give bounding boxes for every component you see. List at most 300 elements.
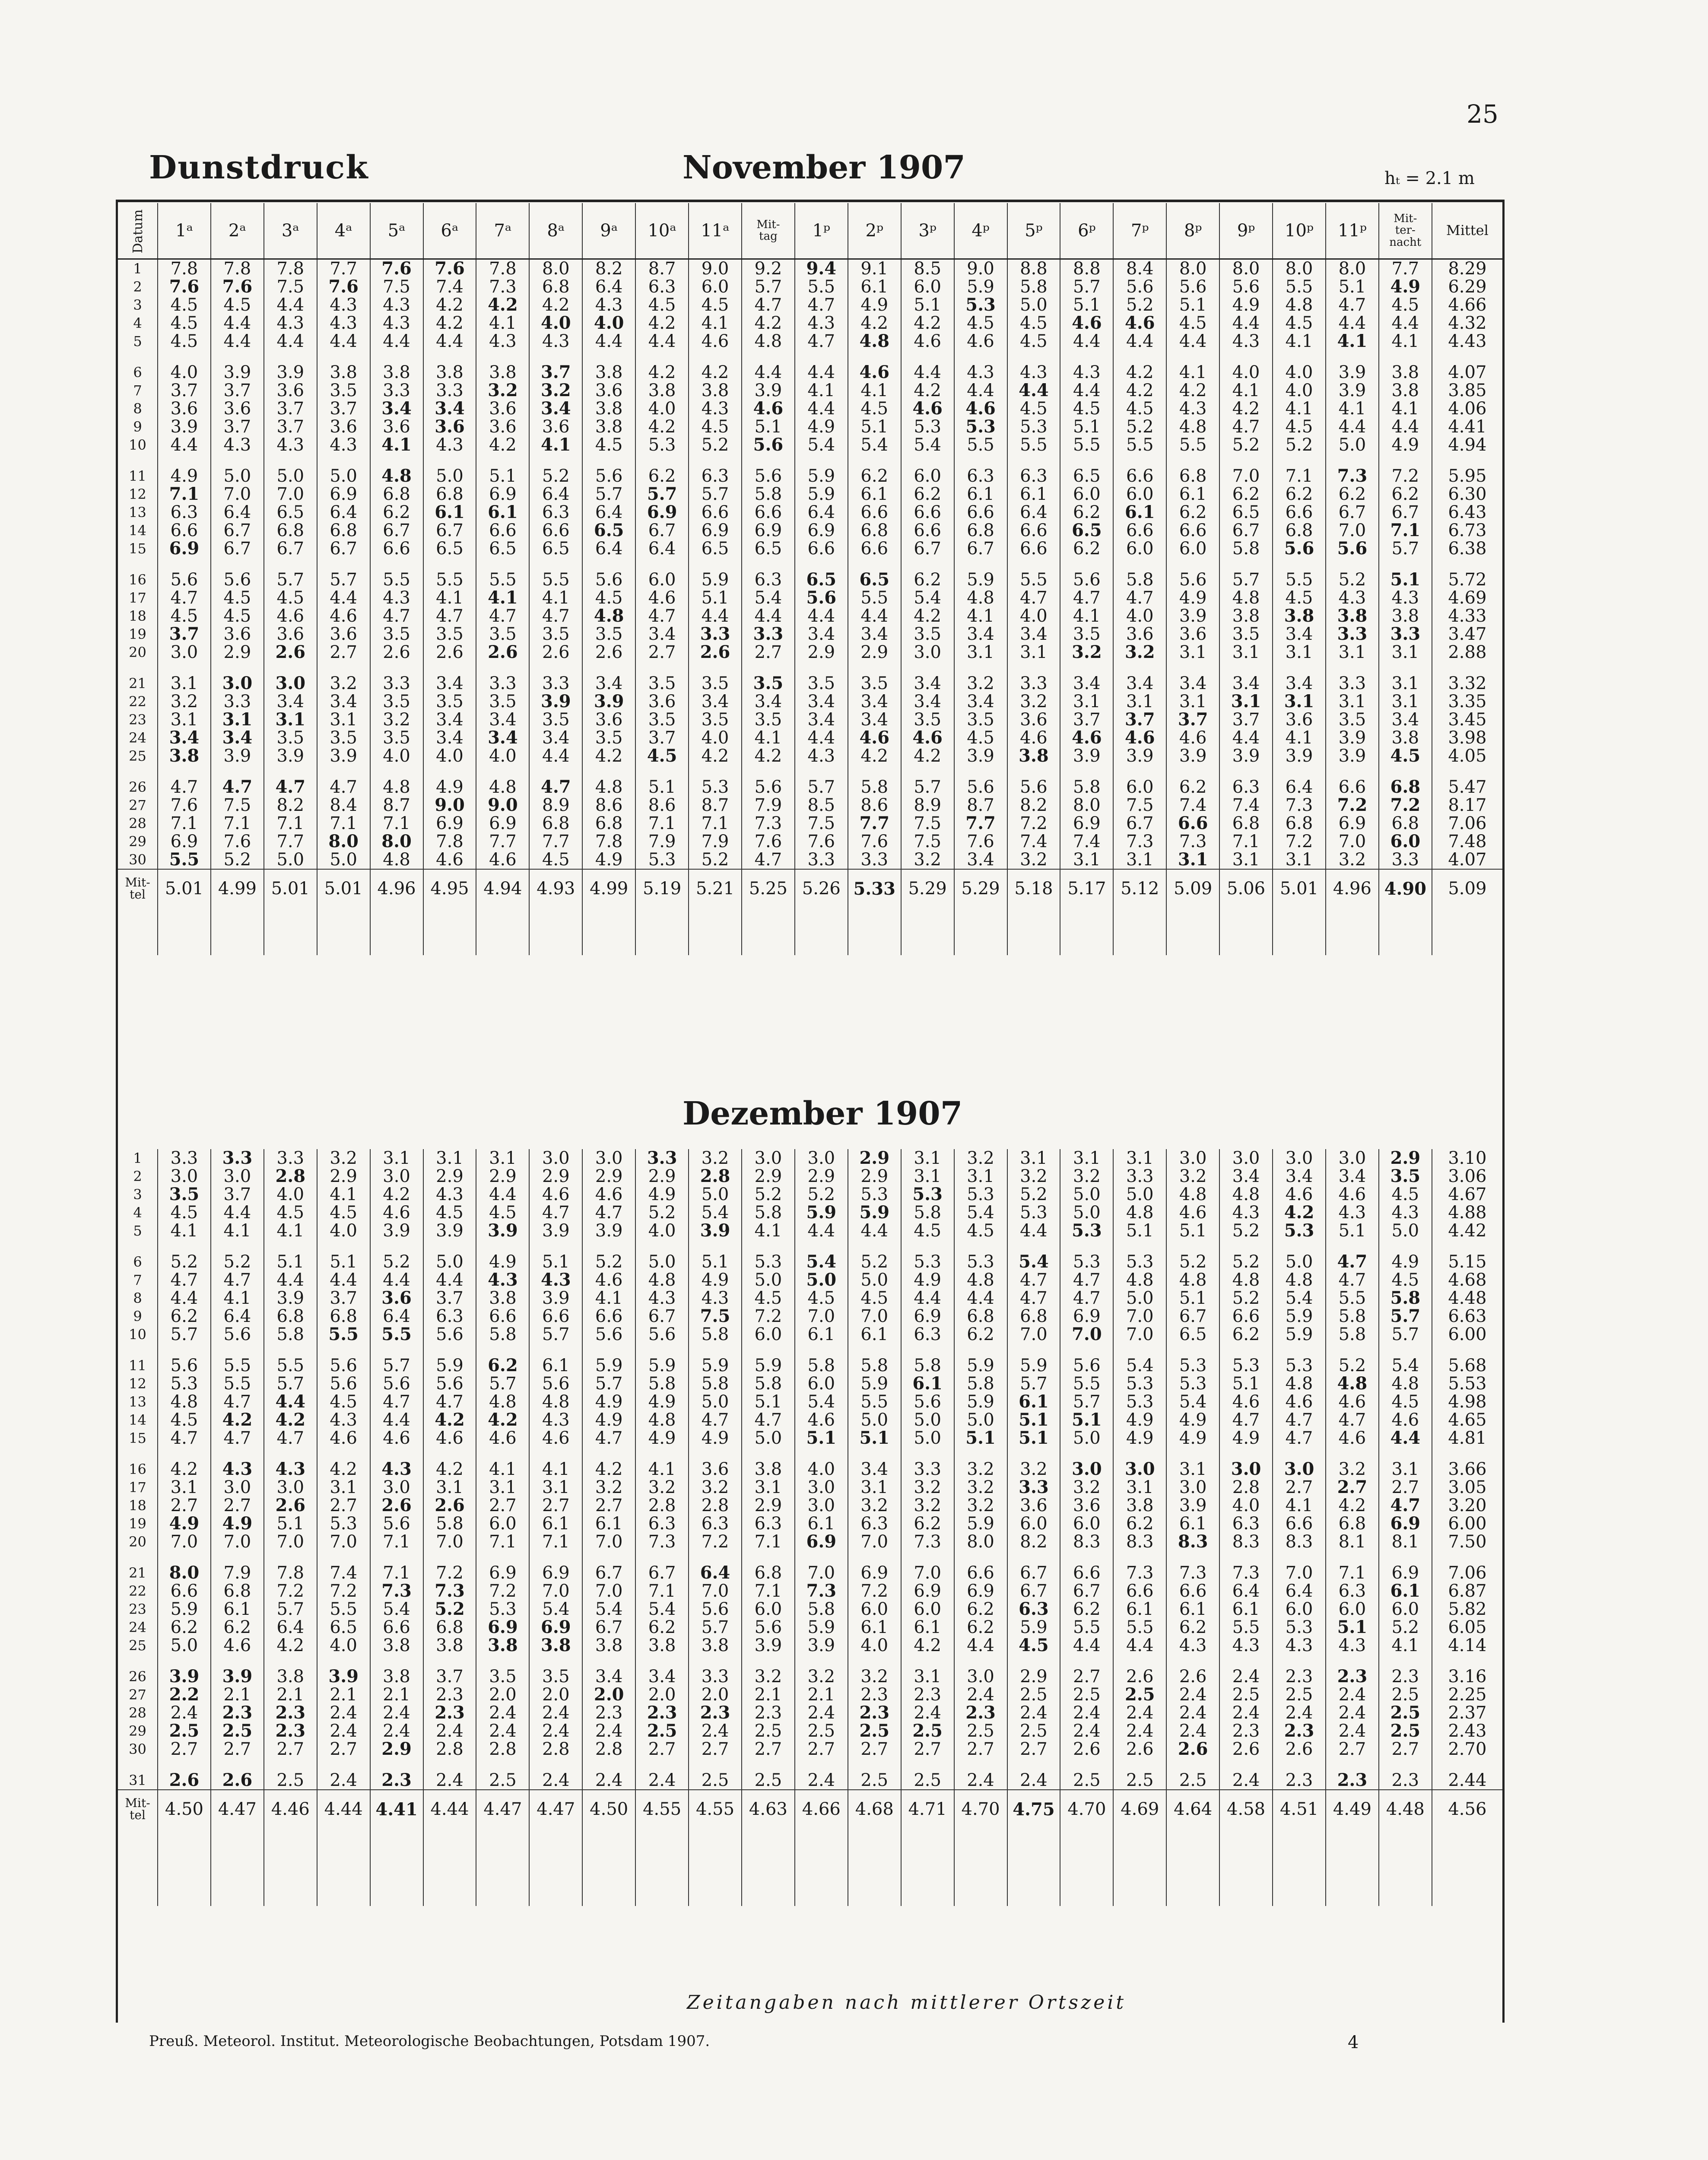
value-cell: 4.0 [582,314,635,332]
col-header-hour: 2ᵃ [211,203,264,259]
value-cell: 2.4 [901,1704,954,1722]
table-row [118,1686,1502,1704]
value-cell: 4.8 [582,778,635,796]
value-cell: 6.3 [158,503,211,521]
spacer-cell [1379,908,1432,955]
value-cell: 3.2 [1326,851,1379,869]
value-cell: 6.5 [1060,467,1113,485]
value-cell: 5.4 [529,1600,582,1618]
value-cell: 6.1 [529,1356,582,1375]
value-cell: 3.0 [370,1167,423,1185]
value-cell: 3.5 [1326,711,1379,729]
value-cell: 4.7 [158,778,211,796]
value-cell: 6.4 [1273,1582,1326,1600]
value-cell: 2.6 [1273,1740,1326,1771]
value-cell: 5.6 [742,1618,795,1636]
value-cell: 3.4 [317,692,370,711]
value-cell: 5.0 [423,467,476,485]
value-cell: 5.8 [1326,1307,1379,1325]
value-cell: 6.0 [742,1600,795,1618]
value-cell: 3.5 [742,674,795,692]
value-cell: 7.4 [317,1564,370,1582]
value-cell: 8.2 [1007,796,1060,814]
value-cell: 4.8 [1379,1375,1432,1393]
value-cell: 5.1 [1379,571,1432,589]
day-label: 27 [129,797,146,813]
value-cell: 7.6 [742,832,795,851]
value-cell: 4.3 [1326,1636,1379,1668]
daily-mean-cell: 3.98 [1432,729,1502,747]
value-cell: 5.5 [1007,436,1060,467]
value-cell: 6.0 [742,1325,795,1356]
value-cell: 6.5 [1219,503,1273,521]
value-cell: 2.4 [476,1704,529,1722]
value-cell: 4.4 [476,1185,529,1204]
november-table [118,203,1502,955]
col-header-hour: 4ᵃ [317,203,370,259]
hourly-mean-cell: 5.26 [795,869,848,908]
value-cell: 6.3 [1219,778,1273,796]
value-cell: 4.1 [1060,607,1113,625]
value-cell: 2.9 [370,1740,423,1771]
value-cell: 3.1 [1166,643,1219,674]
value-cell: 4.7 [1060,1289,1113,1307]
value-cell: 6.8 [1379,814,1432,832]
value-cell: 5.5 [1060,436,1113,467]
value-cell: 3.1 [1219,851,1273,869]
daily-mean-cell: 6.73 [1432,521,1502,540]
value-cell: 2.7 [689,1740,742,1771]
value-cell: 5.4 [795,1253,848,1271]
value-cell: 3.5 [317,381,370,400]
value-cell: 2.5 [795,1722,848,1740]
value-cell: 2.6 [423,643,476,674]
value-cell: 3.9 [370,1222,423,1253]
value-cell: 5.9 [635,1356,689,1375]
value-cell: 5.8 [476,1325,529,1356]
value-cell: 3.5 [582,729,635,747]
value-cell: 2.5 [476,1771,529,1790]
value-cell: 4.8 [1326,1375,1379,1393]
frame-top-rule [116,200,1505,202]
value-cell: 2.4 [795,1771,848,1790]
value-cell: 4.7 [795,296,848,314]
value-cell: 4.2 [582,747,635,778]
value-cell: 2.4 [476,1722,529,1740]
value-cell: 5.4 [1379,1356,1432,1375]
day-label: 10 [129,437,146,453]
value-cell: 4.4 [1219,729,1273,747]
value-cell: 5.1 [1326,1618,1379,1636]
value-cell: 6.7 [211,540,264,571]
value-cell: 4.6 [1113,314,1166,332]
value-cell: 2.1 [370,1686,423,1704]
spacer-cell [795,1828,848,1906]
value-cell: 2.3 [423,1704,476,1722]
value-cell: 3.1 [1060,692,1113,711]
value-cell: 6.0 [1060,485,1113,503]
value-cell: 6.6 [1273,1515,1326,1533]
value-cell: 7.5 [689,1307,742,1325]
day-label: 20 [129,644,146,661]
col-header-hour: 9ᵖ [1219,203,1273,259]
value-cell: 4.7 [1060,1271,1113,1289]
value-cell: 2.3 [264,1722,317,1740]
value-cell: 5.2 [1166,1253,1219,1271]
value-cell: 4.9 [158,1515,211,1533]
value-cell: 3.6 [370,1289,423,1307]
value-cell: 5.5 [370,571,423,589]
value-cell: 3.2 [1166,1167,1219,1185]
value-cell: 5.6 [317,1375,370,1393]
value-cell: 2.9 [476,1167,529,1185]
col-header-hour: 5ᵖ [1007,203,1060,259]
table-row [118,1636,1502,1668]
value-cell: 4.5 [1060,400,1113,418]
value-cell: 3.1 [158,1478,211,1496]
value-cell: 5.3 [954,1185,1007,1204]
value-cell: 2.5 [1219,1686,1273,1704]
value-cell: 3.7 [264,418,317,436]
value-cell: 7.1 [211,814,264,832]
value-cell: 6.2 [901,485,954,503]
value-cell: 3.0 [1166,1149,1219,1167]
value-cell: 3.3 [264,1149,317,1167]
value-cell: 3.2 [1113,643,1166,674]
value-cell: 6.0 [1379,832,1432,851]
value-cell: 6.3 [423,1307,476,1325]
value-cell: 6.2 [476,1356,529,1375]
value-cell: 3.5 [529,711,582,729]
spacer-cell [795,908,848,955]
value-cell: 4.1 [529,1460,582,1478]
daily-mean-cell: 6.43 [1432,503,1502,521]
value-cell: 4.7 [423,607,476,625]
value-cell: 4.1 [1326,332,1379,363]
col-header-hour: 3ᵖ [901,203,954,259]
value-cell: 6.4 [211,1307,264,1325]
value-cell: 4.7 [742,296,795,314]
value-cell: 4.9 [689,1271,742,1289]
day-label: 24 [129,730,146,746]
value-cell: 6.6 [476,521,529,540]
value-cell: 5.4 [742,589,795,607]
daily-mean-cell: 6.00 [1432,1515,1502,1533]
day-label: 19 [129,1515,146,1532]
value-cell: 4.6 [1326,1185,1379,1204]
table-row [118,1722,1502,1740]
value-cell: 4.3 [211,436,264,467]
value-cell: 7.5 [795,814,848,832]
value-cell: 4.4 [795,729,848,747]
daily-mean-cell: 7.48 [1432,832,1502,851]
value-cell: 2.6 [1166,1740,1219,1771]
value-cell: 6.6 [689,503,742,521]
value-cell: 4.7 [370,1393,423,1411]
day-label: 14 [129,522,146,539]
value-cell: 5.4 [1273,1289,1326,1307]
value-cell: 4.6 [582,1271,635,1289]
value-cell: 6.1 [423,503,476,521]
value-cell: 6.9 [795,521,848,540]
hourly-mean-cell: 4.46 [264,1790,317,1828]
value-cell: 6.0 [689,278,742,296]
value-cell: 6.3 [1007,1600,1060,1618]
value-cell: 3.0 [1060,1460,1113,1478]
value-cell: 6.6 [158,521,211,540]
value-cell: 5.1 [689,589,742,607]
value-cell: 3.6 [158,400,211,418]
value-cell: 6.3 [529,503,582,521]
value-cell: 4.4 [1060,381,1113,400]
value-cell: 3.5 [423,625,476,643]
value-cell: 2.4 [795,1704,848,1722]
value-cell: 2.0 [582,1686,635,1704]
value-cell: 4.7 [158,589,211,607]
value-cell: 4.7 [635,607,689,625]
value-cell: 2.4 [1060,1722,1113,1740]
value-cell: 7.2 [742,1307,795,1325]
value-cell: 4.5 [954,1222,1007,1253]
value-cell: 5.8 [1219,540,1273,571]
value-cell: 4.5 [211,296,264,314]
value-cell: 3.1 [954,643,1007,674]
daily-mean-cell: 4.33 [1432,607,1502,625]
value-cell: 5.0 [1113,1185,1166,1204]
daily-mean-cell: 3.10 [1432,1149,1502,1167]
value-cell: 4.2 [848,314,901,332]
value-cell: 5.7 [1060,1393,1113,1411]
value-cell: 7.5 [211,796,264,814]
value-cell: 6.8 [423,1618,476,1636]
value-cell: 4.9 [476,1253,529,1271]
value-cell: 5.3 [954,418,1007,436]
value-cell: 7.9 [211,1564,264,1582]
table-row [118,589,1502,607]
value-cell: 6.2 [1166,503,1219,521]
value-cell: 3.3 [1379,625,1432,643]
value-cell: 2.9 [529,1167,582,1185]
value-cell: 4.3 [1273,1636,1326,1668]
value-cell: 4.4 [848,1222,901,1253]
value-cell: 7.1 [370,1533,423,1564]
value-cell: 4.8 [1113,1204,1166,1222]
value-cell: 6.1 [1166,1600,1219,1618]
value-cell: 4.2 [476,1411,529,1429]
value-cell: 3.2 [1007,692,1060,711]
value-cell: 4.3 [1060,363,1113,381]
daily-mean-cell: 3.45 [1432,711,1502,729]
value-cell: 4.1 [1379,400,1432,418]
value-cell: 5.2 [1219,1253,1273,1271]
value-cell: 5.9 [158,1600,211,1618]
day-label: 3 [133,297,142,313]
value-cell: 8.0 [1166,259,1219,278]
value-cell: 3.0 [582,1149,635,1167]
value-cell: 2.4 [1166,1704,1219,1722]
value-cell: 4.4 [264,296,317,314]
value-cell: 3.1 [1379,674,1432,692]
value-cell: 6.2 [1379,485,1432,503]
value-cell: 2.4 [1166,1722,1219,1740]
value-cell: 3.4 [1166,674,1219,692]
day-label: 15 [129,1430,146,1446]
day-label: 17 [129,590,146,606]
value-cell: 6.0 [1166,540,1219,571]
value-cell: 3.1 [1273,851,1326,869]
value-cell: 5.3 [901,418,954,436]
value-cell: 3.1 [1219,643,1273,674]
value-cell: 4.8 [635,1271,689,1289]
value-cell: 8.0 [954,1533,1007,1564]
spacer-cell [582,1828,635,1906]
value-cell: 3.8 [1273,607,1326,625]
value-cell: 2.9 [317,1167,370,1185]
day-label: 8 [133,1290,142,1306]
hourly-mean-cell: 4.99 [211,869,264,908]
value-cell: 4.2 [635,363,689,381]
value-cell: 3.4 [1219,1167,1273,1185]
value-cell: 3.9 [1326,363,1379,381]
value-cell: 4.5 [848,400,901,418]
value-cell: 6.5 [1060,521,1113,540]
spacer-cell [1166,908,1219,955]
value-cell: 2.7 [582,1496,635,1515]
value-cell: 4.2 [476,296,529,314]
spacer-cell [1432,1828,1502,1906]
value-cell: 4.3 [1219,332,1273,363]
value-cell: 6.6 [1219,1307,1273,1325]
spacer-cell [1432,908,1502,955]
col-header-hour: 11ᵖ [1326,203,1379,259]
value-cell: 2.4 [582,1722,635,1740]
daily-mean-cell: 5.95 [1432,467,1502,485]
value-cell: 3.9 [1060,747,1113,778]
value-cell: 4.4 [1379,314,1432,332]
value-cell: 4.5 [211,589,264,607]
value-cell: 4.3 [635,1289,689,1307]
value-cell: 4.6 [476,1429,529,1460]
value-cell: 2.5 [1379,1704,1432,1722]
hourly-mean-cell: 5.25 [742,869,795,908]
value-cell: 3.9 [1166,1496,1219,1515]
value-cell: 5.6 [742,467,795,485]
value-cell: 4.4 [901,1289,954,1307]
value-cell: 7.7 [476,832,529,851]
value-cell: 3.7 [211,381,264,400]
daily-mean-cell: 3.35 [1432,692,1502,711]
table-row [118,278,1502,296]
value-cell: 3.8 [1379,363,1432,381]
value-cell: 5.6 [1060,1356,1113,1375]
day-label: 2 [133,1168,142,1185]
value-cell: 6.1 [901,1618,954,1636]
value-cell: 2.7 [1007,1740,1060,1771]
value-cell: 4.5 [1379,747,1432,778]
value-cell: 7.5 [370,278,423,296]
daily-mean-cell: 4.41 [1432,418,1502,436]
value-cell: 6.9 [158,540,211,571]
value-cell: 3.2 [317,674,370,692]
value-cell: 3.8 [1379,381,1432,400]
value-cell: 7.0 [1113,1307,1166,1325]
value-cell: 3.1 [1113,692,1166,711]
table-row [118,814,1502,832]
value-cell: 2.6 [264,643,317,674]
value-cell: 4.0 [476,747,529,778]
value-cell: 4.3 [1219,1636,1273,1668]
value-cell: 3.8 [317,363,370,381]
value-cell: 4.1 [1273,400,1326,418]
value-cell: 4.4 [370,332,423,363]
value-cell: 4.7 [1326,1271,1379,1289]
value-cell: 5.4 [795,1393,848,1411]
value-cell: 6.6 [1166,521,1219,540]
value-cell: 5.3 [1166,1375,1219,1393]
value-cell: 3.1 [954,1167,1007,1185]
value-cell: 2.7 [635,643,689,674]
value-cell: 6.6 [1007,540,1060,571]
daily-mean-cell: 7.06 [1432,814,1502,832]
value-cell: 5.8 [742,1204,795,1222]
value-cell: 3.4 [423,729,476,747]
value-cell: 6.2 [211,1618,264,1636]
value-cell: 4.5 [158,607,211,625]
value-cell: 3.6 [582,711,635,729]
value-cell: 4.4 [264,1393,317,1411]
value-cell: 3.4 [529,729,582,747]
value-cell: 4.2 [742,747,795,778]
value-cell: 4.4 [264,1271,317,1289]
value-cell: 4.7 [264,778,317,796]
value-cell: 5.2 [158,1253,211,1271]
hourly-mean-cell: 4.50 [582,1790,635,1828]
value-cell: 2.9 [211,643,264,674]
spacer-cell [158,908,211,955]
value-cell: 3.2 [901,1496,954,1515]
value-cell: 5.9 [954,571,1007,589]
value-cell: 4.6 [529,1185,582,1204]
value-cell: 5.1 [954,1429,1007,1460]
hourly-mean-cell: 4.71 [901,1790,954,1828]
value-cell: 7.3 [742,814,795,832]
value-cell: 7.0 [211,485,264,503]
value-cell: 6.1 [795,1325,848,1356]
value-cell: 4.9 [795,418,848,436]
value-cell: 3.0 [1219,1149,1273,1167]
value-cell: 6.6 [1007,521,1060,540]
value-cell: 6.6 [848,503,901,521]
value-cell: 4.3 [582,296,635,314]
value-cell: 7.0 [158,1533,211,1564]
value-cell: 2.6 [211,1771,264,1790]
value-cell: 5.9 [423,1356,476,1375]
value-cell: 4.3 [370,296,423,314]
dezember-table [118,1149,1502,1906]
value-cell: 5.3 [1219,1356,1273,1375]
value-cell: 7.7 [529,832,582,851]
value-cell: 4.7 [742,851,795,869]
value-cell: 6.0 [1007,1515,1060,1533]
value-cell: 2.4 [1219,1704,1273,1722]
value-cell: 2.4 [582,1771,635,1790]
value-cell: 3.4 [476,729,529,747]
spacer-cell [529,1828,582,1906]
value-cell: 2.5 [1007,1722,1060,1740]
value-cell: 7.0 [423,1533,476,1564]
value-cell: 6.3 [1326,1582,1379,1600]
value-cell: 6.7 [423,521,476,540]
